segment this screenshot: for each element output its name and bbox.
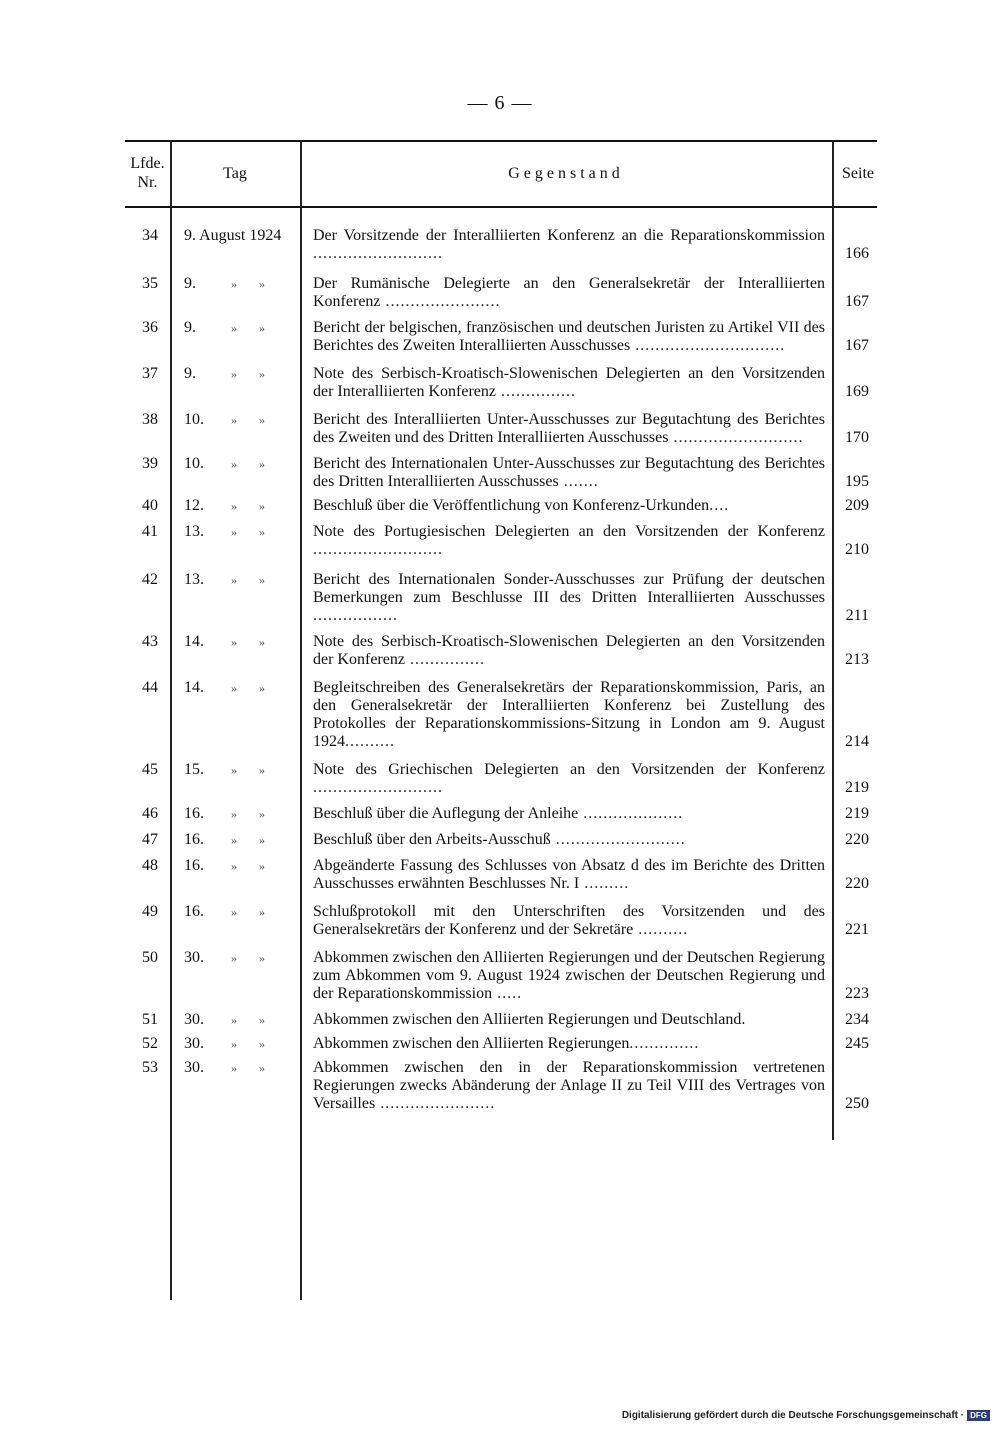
entry-number: 50 (142, 949, 158, 966)
entry-subject-text: Beschluß über den Arbeits-Ausschuß (313, 831, 551, 848)
entry-page: 223 (845, 985, 869, 1002)
dot-leader: .............. (629, 1035, 700, 1052)
dot-leader: ....................... (375, 1095, 496, 1112)
table-row (125, 227, 877, 263)
ditto-mark: » (259, 833, 265, 847)
dot-leader: ....... (558, 473, 599, 490)
entry-subject-text: Abkommen zwischen den Alliierten Regierungen und der Deutschen Regierung zum Abkommen vom 9. August 1924 zwischen der Deutschen Regierung und der Reparationskommission (313, 949, 825, 1002)
entry-subject-text: Der Vorsitzende der Interalliierten Konferenz an die Reparationskommission (313, 227, 825, 244)
ditto-mark: » (231, 457, 237, 471)
entry-date (184, 275, 299, 293)
entry-subject-text: Der Rumänische Delegierte an den Generalsekretär der Interalliierten Konferenz (313, 275, 825, 310)
entry-number: 35 (142, 275, 158, 292)
entry-number: 37 (142, 365, 158, 382)
entry-subject (313, 679, 825, 751)
ditto-mark: » (231, 763, 237, 777)
table-row (125, 903, 877, 939)
entry-number: 34 (142, 227, 158, 244)
entry-number: 38 (142, 411, 158, 428)
entry-subject-text: Bericht der belgischen, französischen und deutschen Juristen zu Artikel VII des Berichtes des Zweiten Interalliierten Ausschusses (313, 319, 825, 354)
entry-subject (313, 1035, 825, 1053)
ditto-mark: » (259, 499, 265, 513)
entry-page: 245 (845, 1035, 869, 1052)
ditto-mark: » (231, 807, 237, 821)
entry-subject (313, 1059, 825, 1113)
entry-subject-text: Bericht des Internationalen Unter-Ausschusses zur Begutachtung des Berichtes des Dritten Interalliierten Ausschusses (313, 455, 825, 490)
entry-number: 52 (142, 1035, 158, 1052)
entry-day: 9. (184, 319, 196, 336)
entry-date (184, 761, 299, 779)
entry-page: 250 (845, 1095, 869, 1112)
entry-date (184, 1011, 299, 1029)
entry-date (184, 411, 299, 429)
ditto-mark: » (259, 1013, 265, 1027)
entry-number: 53 (142, 1059, 158, 1076)
table-row (125, 497, 877, 515)
dot-leader: ................. (313, 607, 398, 624)
entry-subject-text: Bericht des Internationalen Sonder-Ausschusses zur Prüfung der deutschen Bemerkungen zum Beschlusse III des Dritten Interalliierten Ausschusses (313, 571, 825, 606)
entry-date (184, 679, 299, 697)
entry-subject (313, 411, 825, 447)
table-row (125, 1035, 877, 1053)
entry-page: 221 (845, 921, 869, 938)
table-row (125, 679, 877, 751)
ditto-mark: » (259, 321, 265, 335)
dot-leader: ......... (579, 875, 630, 892)
dot-leader: .......... (345, 733, 395, 750)
header-gegenstand: Gegenstand (508, 164, 624, 182)
entry-day: 10. (184, 455, 204, 472)
entry-day: 12. (184, 497, 204, 514)
entry-number: 43 (142, 633, 158, 650)
entry-subject-text: Abkommen zwischen den Alliierten Regierungen und Deutschland. (313, 1011, 746, 1028)
entry-subject (313, 903, 825, 939)
table-row (125, 761, 877, 797)
table-row (125, 455, 877, 491)
entry-subject (313, 455, 825, 491)
page-number: — 6 — (467, 92, 533, 114)
entry-date (184, 571, 299, 589)
ditto-mark: » (231, 573, 237, 587)
entry-number: 45 (142, 761, 158, 778)
entry-subject-text: Note des Serbisch-Kroatisch-Slowenischen Delegierten an den Vorsitzenden der Konferenz (313, 633, 825, 668)
ditto-mark: » (231, 277, 237, 291)
entry-number: 44 (142, 679, 158, 696)
entry-subject-text: Bericht des Interalliierten Unter-Ausschusses zur Begutachtung des Berichtes des Zweiten und des Dritten Interalliierten Ausschusses (313, 411, 825, 446)
entry-subject (313, 365, 825, 401)
dot-leader: .............................. (630, 337, 786, 354)
entry-day: 13. (184, 523, 204, 540)
entry-page: 234 (845, 1011, 869, 1028)
dot-leader: .......................... (313, 541, 443, 558)
entry-subject-text: Note des Serbisch-Kroatisch-Slowenischen Delegierten an den Vorsitzenden der Interalliierten Konferenz (313, 365, 825, 400)
entry-day: 30. (184, 1059, 204, 1076)
entry-subject (313, 497, 825, 515)
entry-day: 15. (184, 761, 204, 778)
entry-page: 209 (845, 497, 869, 514)
ditto-mark: » (231, 525, 237, 539)
entry-number: 48 (142, 857, 158, 874)
table-row (125, 857, 877, 893)
entry-page: 170 (845, 429, 869, 446)
ditto-mark: » (259, 277, 265, 291)
dot-leader: ..... (492, 985, 523, 1002)
entry-day: 30. (184, 1035, 204, 1052)
table-row (125, 523, 877, 559)
entry-day: 13. (184, 571, 204, 588)
ditto-mark: » (231, 1013, 237, 1027)
entry-day: 16. (184, 831, 204, 848)
ditto-mark: » (259, 951, 265, 965)
entry-page: 167 (845, 293, 869, 310)
entry-number: 41 (142, 523, 158, 540)
dot-leader: .......................... (668, 429, 804, 446)
entry-day: 30. (184, 949, 204, 966)
table-row (125, 805, 877, 823)
table-row (125, 571, 877, 625)
entry-subject-text: Note des Griechischen Delegierten an den Vorsitzenden der Konferenz (313, 761, 825, 778)
entry-number: 40 (142, 497, 158, 514)
ditto-mark: » (259, 457, 265, 471)
ditto-mark: » (259, 413, 265, 427)
dot-leader: .... (709, 497, 730, 514)
entry-subject-text: Abgeänderte Fassung des Schlusses von Absatz d des im Berichte des Dritten Ausschusses erwähnten Beschlusses Nr. I (313, 857, 825, 892)
entry-number: 47 (142, 831, 158, 848)
entry-number: 49 (142, 903, 158, 920)
entry-subject-text: Begleitschreiben des Generalsekretärs der Reparationskommission, Paris, an den Generalsekretär der Interalliierten Konferenz bei Zustellung des Protokolles der Reparationskommissions-Sitzung in London am 9. August 1924 (313, 679, 825, 750)
dot-leader: ............... (404, 651, 485, 668)
header-rule (125, 206, 877, 208)
table-row (125, 1059, 877, 1113)
entry-page: 213 (845, 651, 869, 668)
entry-subject (313, 571, 825, 625)
table-row (125, 831, 877, 849)
entry-day: 9. (184, 275, 196, 292)
entry-subject (313, 633, 825, 669)
ditto-mark: » (259, 367, 265, 381)
ditto-mark: » (231, 499, 237, 513)
header-tag: Tag (223, 164, 247, 182)
entry-date (184, 949, 299, 967)
entry-subject (313, 831, 825, 849)
entry-day: 9. (184, 365, 196, 382)
entry-page: 214 (845, 733, 869, 750)
table-row (125, 633, 877, 669)
table-row (125, 1011, 877, 1029)
footer-credit: Digitalisierung gefördert durch die Deutsche Forschungsgemeinschaft · (621, 1410, 965, 1421)
dot-leader: .......................... (313, 779, 443, 796)
ditto-mark: » (231, 1061, 237, 1075)
dot-leader: ....................... (380, 293, 501, 310)
entry-day: 10. (184, 411, 204, 428)
entries-list (125, 227, 877, 1113)
table-row (125, 949, 877, 1003)
entry-date (184, 1059, 299, 1077)
entry-page: 169 (845, 383, 869, 400)
entry-page: 211 (845, 607, 869, 624)
ditto-mark: » (231, 905, 237, 919)
entry-page: 195 (845, 473, 869, 490)
entry-day: 14. (184, 679, 204, 696)
ditto-mark: » (231, 681, 237, 695)
entry-page: 220 (845, 831, 869, 848)
dot-leader: ............... (496, 383, 577, 400)
table-row (125, 411, 877, 447)
entry-number: 51 (142, 1011, 158, 1028)
footer (622, 1410, 990, 1421)
table-of-contents (125, 140, 877, 1300)
header-seite: Seite (842, 164, 874, 182)
entry-date (184, 497, 299, 515)
entry-date (184, 319, 299, 337)
entry-number: 39 (142, 455, 158, 472)
entry-subject (313, 275, 825, 311)
ditto-mark: » (259, 573, 265, 587)
entry-day: 30. (184, 1011, 204, 1028)
dot-leader: .......... (633, 921, 689, 938)
entry-number: 36 (142, 319, 158, 336)
entry-subject (313, 227, 825, 263)
ditto-mark: » (259, 859, 265, 873)
ditto-mark: » (231, 1037, 237, 1051)
table-row (125, 275, 877, 311)
ditto-mark: » (259, 905, 265, 919)
ditto-mark: » (231, 859, 237, 873)
ditto-mark: » (259, 1061, 265, 1075)
table-row (125, 365, 877, 401)
ditto-mark: » (231, 635, 237, 649)
entry-date: 9. August 1924 (184, 227, 282, 244)
entry-subject-text: Beschluß über die Veröffentlichung von Konferenz-Urkunden (313, 497, 710, 514)
entry-date (184, 1035, 299, 1053)
ditto-mark: » (231, 367, 237, 381)
entry-number: 46 (142, 805, 158, 822)
entry-day: 16. (184, 903, 204, 920)
entry-subject (313, 805, 825, 823)
entry-date (184, 523, 299, 541)
entry-page: 210 (845, 541, 869, 558)
entry-subject (313, 523, 825, 559)
ditto-mark: » (259, 807, 265, 821)
entry-subject-text: Schlußprotokoll mit den Unterschriften des Vorsitzenden und des Generalsekretärs der Konferenz und der Sekretäre (313, 903, 825, 938)
entry-page: 166 (845, 245, 869, 262)
dot-leader: .......................... (313, 245, 443, 262)
entry-day: 16. (184, 805, 204, 822)
entry-date (184, 903, 299, 921)
dot-leader: .................... (578, 805, 684, 822)
entry-subject-text: Abkommen zwischen den in der Reparationskommission vertretenen Regierungen zwecks Abänderung der Anlage II zu Teil VIII des Vertrages von Versailles (313, 1059, 825, 1112)
ditto-mark: » (259, 763, 265, 777)
entry-date (184, 857, 299, 875)
ditto-mark: » (231, 951, 237, 965)
entry-subject-text: Note des Portugiesischen Delegierten an den Vorsitzenden der Konferenz (313, 523, 825, 540)
entry-page: 219 (845, 779, 869, 796)
entry-page: 219 (845, 805, 869, 822)
entry-subject-text: Abkommen zwischen den Alliierten Regierungen (313, 1035, 630, 1052)
ditto-mark: » (231, 833, 237, 847)
header-nr: Lfde. Nr. (130, 155, 165, 191)
entry-date (184, 633, 299, 651)
entry-number: 42 (142, 571, 158, 588)
entry-date (184, 365, 299, 383)
entry-page: 220 (845, 875, 869, 892)
ditto-mark: » (259, 1037, 265, 1051)
entry-date (184, 831, 299, 849)
entry-subject (313, 857, 825, 893)
entry-subject (313, 761, 825, 797)
ditto-mark: » (259, 635, 265, 649)
entry-page: 167 (845, 337, 869, 354)
entry-day: 14. (184, 633, 204, 650)
table-row (125, 319, 877, 355)
ditto-mark: » (259, 681, 265, 695)
ditto-mark: » (231, 321, 237, 335)
ditto-mark: » (231, 413, 237, 427)
dot-leader: .......................... (550, 831, 686, 848)
dfg-logo: DFG (967, 1410, 990, 1421)
entry-subject (313, 949, 825, 1003)
entry-date (184, 805, 299, 823)
entry-subject-text: Beschluß über die Auflegung der Anleihe (313, 805, 579, 822)
ditto-mark: » (259, 525, 265, 539)
entry-date (184, 455, 299, 473)
entry-day: 16. (184, 857, 204, 874)
entry-subject (313, 319, 825, 355)
entry-subject (313, 1011, 825, 1029)
